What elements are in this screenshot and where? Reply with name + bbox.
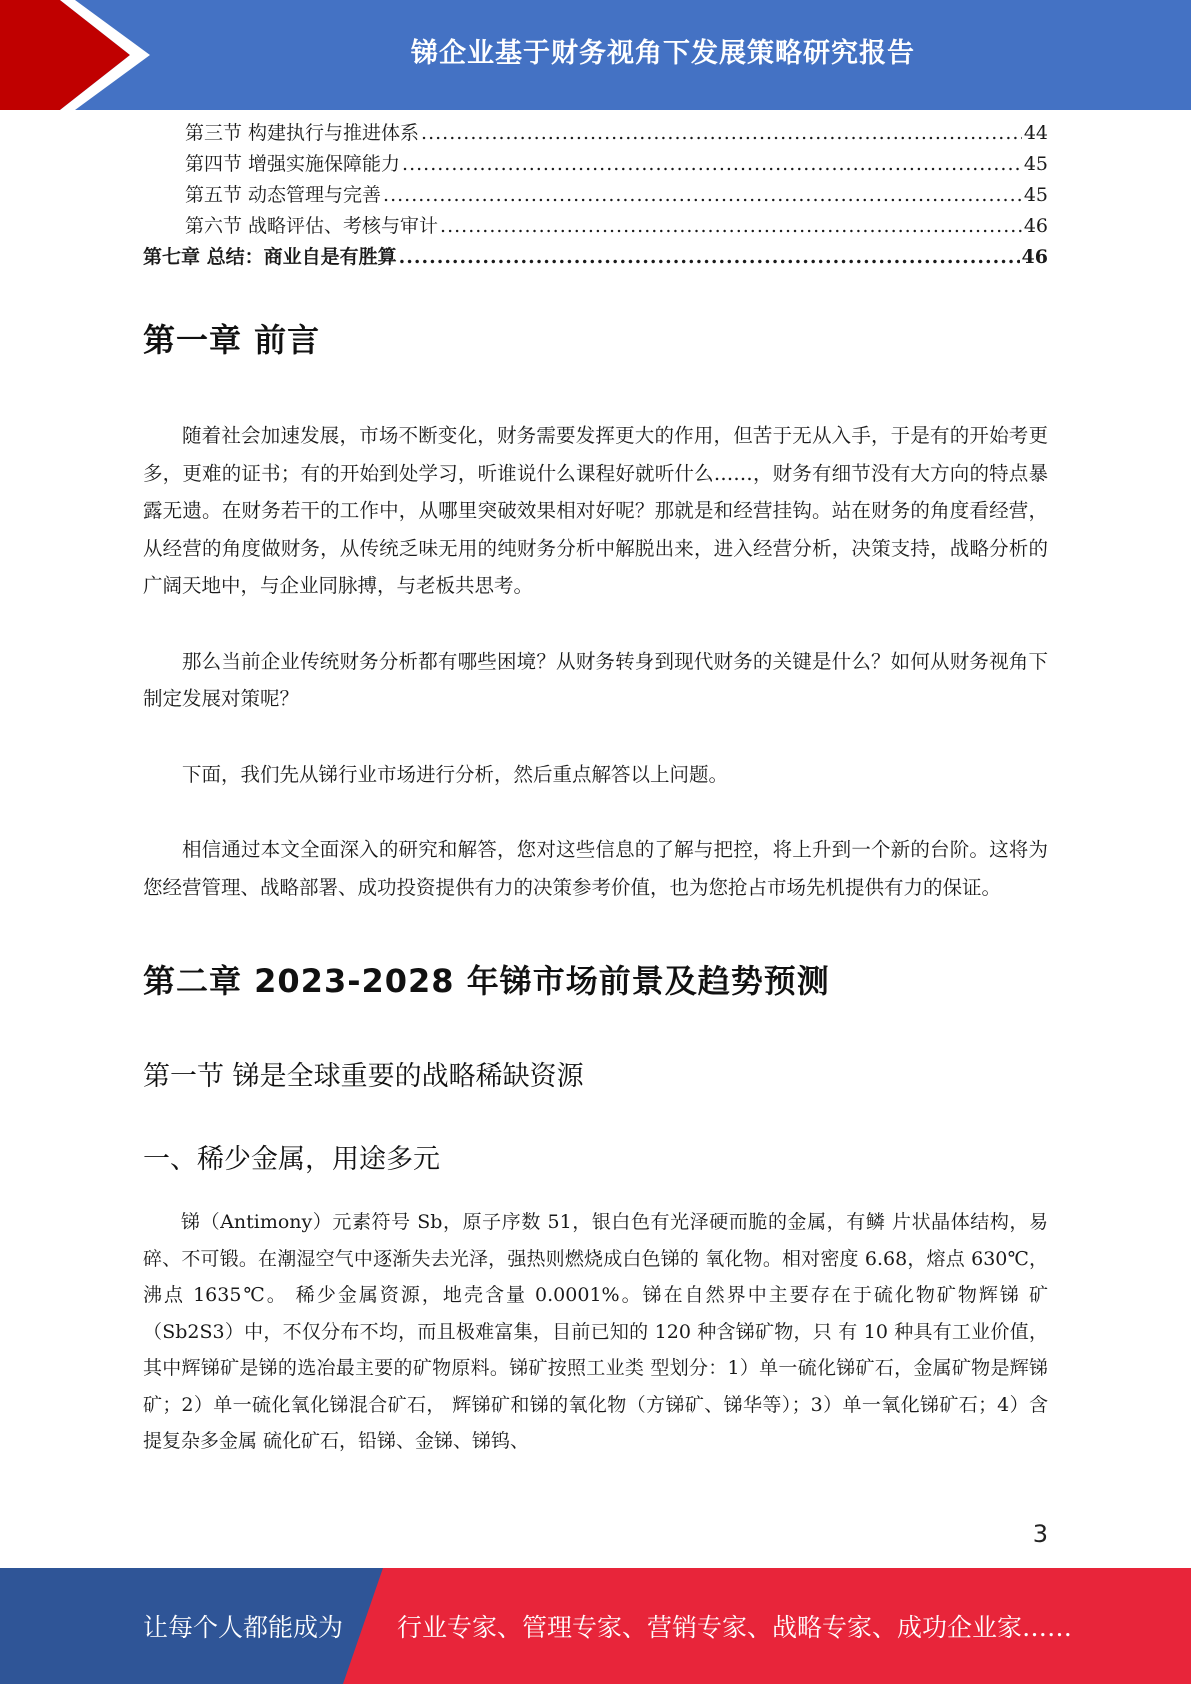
toc-entry-title: 第四节 增强实施保障能力 (185, 153, 401, 175)
toc-entry[interactable] (143, 211, 1048, 242)
toc-entry-chapter[interactable] (143, 242, 1048, 273)
page-content (143, 118, 1048, 1460)
toc-entry[interactable] (143, 180, 1048, 211)
page-header (0, 0, 1191, 110)
sub-heading: 一、稀少金属，用途多元 (143, 1144, 440, 1175)
chapter-two-heading: 第二章 2023-2028 年锑市场前景及趋势预测 (143, 962, 830, 1000)
page-footer (0, 1568, 1191, 1684)
chapter-one-heading: 第一章 前言 (143, 321, 321, 359)
toc-entry[interactable] (143, 149, 1048, 180)
toc-entry-title: 第七章 总结：商业自是有胜算 (143, 246, 397, 268)
body-paragraph: 锑（Antimony）元素符号 Sb，原子序数 51，银白色有光泽硬而脆的金属，有鳞 片状晶体结构，易碎、不可锻。在潮湿空气中逐渐失去光泽，强热则燃烧成白色锑的 氧化物。相对密度 6.68，熔点 630℃，沸点 1635℃。 稀少金属资源，地壳含量 0.0001%。锑在自然界中主要存在于硫化物矿物辉锑 矿（Sb2S3）中，不仅分布不均，而且极难富集，目前已知的 120 种含锑矿物，只 有 10 种具有工业价值，其中辉锑矿是锑的选冶最主要的矿物原料。锑矿按照工业类 型划分：1）单一硫化锑矿石，金属矿物是辉锑矿；2）单一硫化氧化锑混合矿石， 辉锑矿和锑的氧化物（方锑矿、锑华等）；3）单一氧化锑矿石；4）含提复杂多金属 硫化矿石，铅锑、金锑、锑钨、 (143, 1211, 1048, 1452)
toc-entry-title: 第六节 战略评估、考核与审计 (185, 215, 439, 237)
toc-leader-dots (383, 180, 1022, 211)
table-of-contents (143, 118, 1048, 273)
toc-entry-page: 46 (1021, 246, 1048, 268)
toc-leader-dots (440, 211, 1022, 242)
toc-leader-dots (399, 242, 1020, 273)
report-title: 锑企业基于财务视角下发展策略研究报告 (411, 37, 915, 69)
toc-leader-dots (421, 118, 1022, 149)
footer-slogan-left: 让每个人都能成为 (143, 1613, 344, 1642)
body-paragraph: 相信通过本文全面深入的研究和解答，您对这些信息的了解与把控，将上升到一个新的台阶。这将为您经营管理、战略部署、成功投资提供有力的决策参考价值，也为您抢占市场先机提供有力的保证。 (143, 838, 1048, 899)
toc-entry-title: 第五节 动态管理与完善 (185, 184, 382, 206)
toc-entry-page: 45 (1023, 184, 1048, 206)
footer-slogan-right: 行业专家、管理专家、营销专家、战略专家、成功企业家…… (397, 1613, 1073, 1642)
toc-entry-page: 44 (1023, 122, 1048, 144)
body-paragraph: 那么当前企业传统财务分析都有哪些困境？从财务转身到现代财务的关键是什么？如何从财务视角下制定发展对策呢？ (143, 649, 1048, 710)
toc-leader-dots (402, 149, 1022, 180)
toc-entry-page: 46 (1023, 215, 1048, 237)
body-paragraph: 随着社会加速发展，市场不断变化，财务需要发挥更大的作用，但苦于无从入手，于是有的开始考更多，更难的证书；有的开始到处学习，听谁说什么课程好就听什么……，财务有细节没有大方向的特点暴露无遗。在财务若干的工作中，从哪里突破效果相对好呢？那就是和经营挂钩。站在财务的角度看经营，从经营的角度做财务，从传统乏味无用的纯财务分析中解脱出来，进入经营分析，决策支持，战略分析的广阔天地中，与企业同脉搏，与老板共思考。 (143, 424, 1048, 597)
toc-entry-page: 45 (1023, 153, 1048, 175)
section-heading: 第一节 锑是全球重要的战略稀缺资源 (143, 1061, 584, 1092)
body-paragraph: 下面，我们先从锑行业市场进行分析，然后重点解答以上问题。 (182, 762, 729, 786)
page-number: 3 (1032, 1520, 1048, 1548)
toc-entry[interactable] (143, 118, 1048, 149)
toc-entry-title: 第三节 构建执行与推进体系 (185, 122, 420, 144)
